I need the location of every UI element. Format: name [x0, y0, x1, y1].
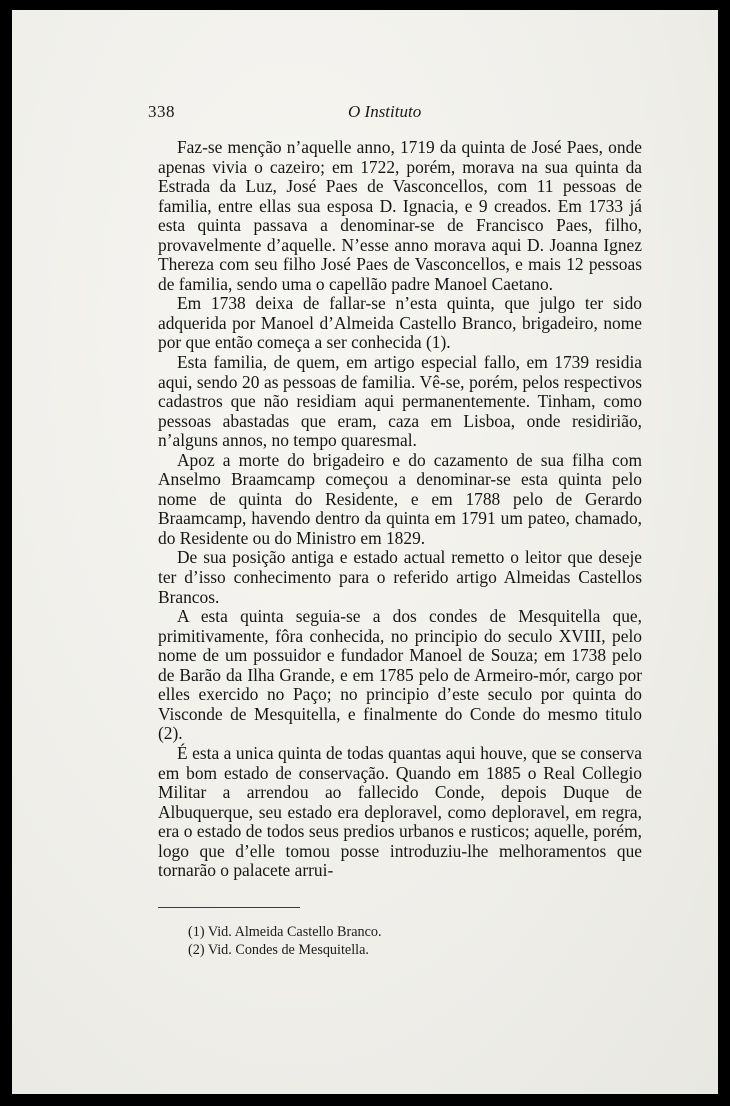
paragraph-mesquitella: A esta quinta seguia-se a dos condes de Mesquitella que, primitivamente, fôra conhecida, no principio do seculo XVIII, pelo nome de um possuidor e fundador Manoel de Souza; em 1738 pelo de Barão da Ilha Grande, e em 1785 pelo de Armeiro-mór, cargo por elles exercido no Paço; no principio d’este seculo por quinta do Visconde de Mesquitella, e finalmente do Conde do mesmo titulo (2). — [158, 606, 642, 744]
paragraph-castello-branco: Em 1738 deixa de fallar-se n’esta quinta, que julgo ter sido adquerida por Manoel d’Almeida Castello Branco, brigadeiro, nome por que então começa a ser conhecida (1). — [158, 293, 642, 353]
paragraph-residente: Apoz a morte do brigadeiro e do cazamento de sua filha com Anselmo Braamcamp começou a denominar-se esta quinta pelo nome de quinta do Residente, e em 1788 pelo de Gerardo Braamcamp, havendo dentro da quinta em 1791 um pateo, chamado, do Residente ou do Ministro em 1829. — [158, 449, 642, 548]
journal-title: O Instituto — [348, 102, 422, 121]
book-page — [12, 10, 718, 1094]
footnotes — [188, 924, 608, 959]
body-text — [158, 138, 642, 881]
footnote-2: (2) Vid. Condes de Mesquitella. — [188, 941, 369, 958]
paragraph-posicao-antiga: De sua posição antiga e estado actual remetto o leitor que deseje ter d’isso conhecimento para o referido artigo Almeidas Castellos Brancos. — [158, 547, 642, 607]
paragraph-quinta-jose-paes: Faz-se menção n’aquelle anno, 1719 da quinta de José Paes, onde apenas vivia o cazeiro; em 1722, porém, morava na sua quinta da Estrada da Luz, José Paes de Vasconcellos, com 11 pessoas de familia, entre ellas sua esposa D. Ignacia, e 9 creados. Em 1733 já esta quinta passava a denominar-se de Francisco Paes, filho, provavelmente d’aquelle. N’esse anno morava aqui D. Joanna Ignez Thereza com seu filho José Paes de Vasconcellos, e mais 12 pessoas de familia, sendo uma o capellão padre Manoel Caetano. — [158, 137, 642, 294]
footnote-1: (1) Vid. Almeida Castello Branco. — [188, 924, 382, 940]
running-head — [148, 102, 486, 126]
paragraph-familia: Esta familia, de quem, em artigo especial fallo, em 1739 residia aqui, sendo 20 as pessoas de familia. Vê-se, porém, pelos respectivos cadastros que não residiam aqui permanentemente. Tinham, como pessoas abastadas que eram, caza em Lisboa, onde residirião, n’alguns annos, no tempo quaresmal. — [158, 352, 642, 451]
footnote-divider — [158, 907, 300, 908]
paragraph-conservacao: É esta a unica quinta de todas quantas aqui houve, que se conserva em bom estado de conservação. Quando em 1885 o Real Collegio Militar a arrendou ao fallecido Conde, depois Duque de Albuquerque, seu estado era deploravel, como deploravel, em regra, era o estado de todos seus predios urbanos e rusticos; aquelle, porém, logo que d’elle tomou posse introduziu-lhe melhoramentos que tornarão o palacete arrui- — [158, 742, 642, 881]
page-number: 338 — [148, 102, 175, 121]
